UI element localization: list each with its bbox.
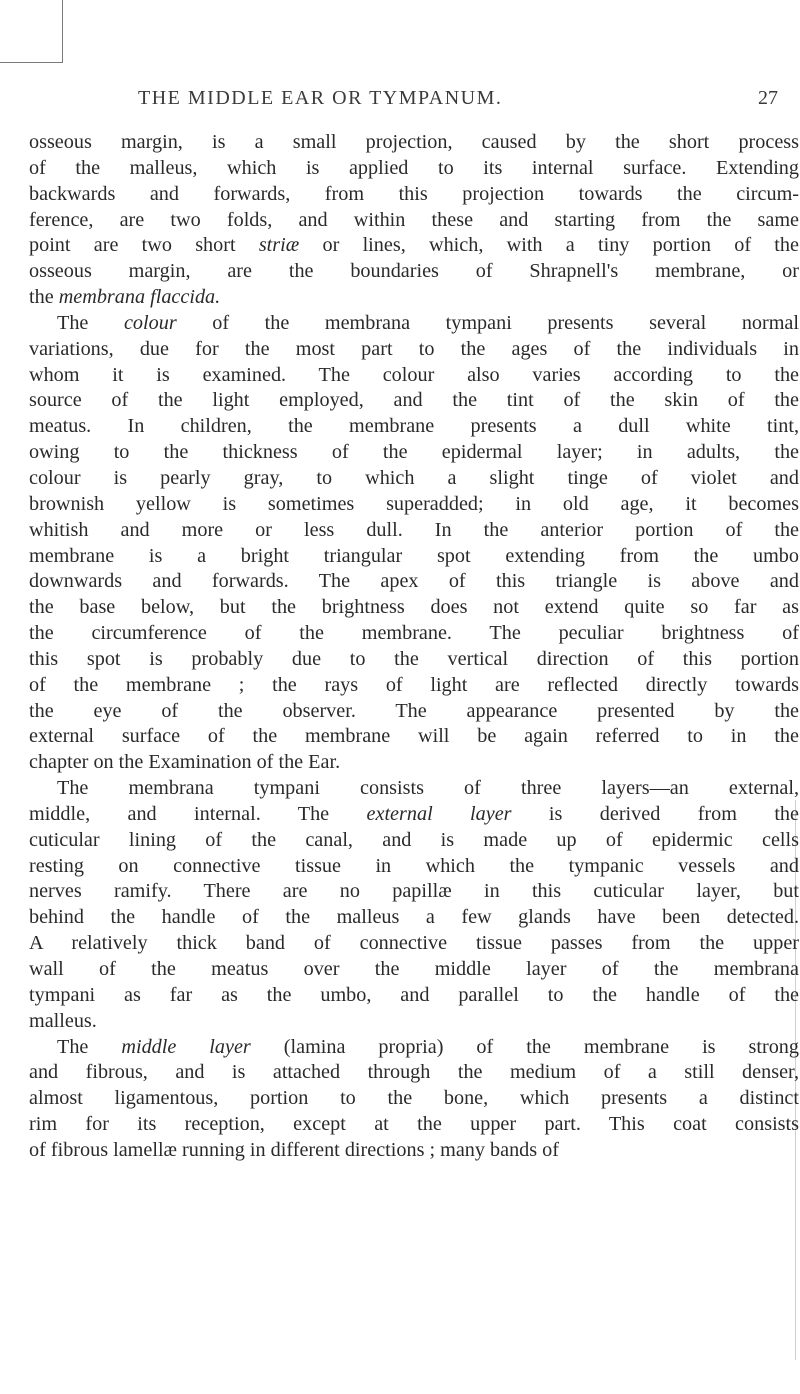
running-head — [138, 87, 778, 117]
text-run: and fibrous, and is attached through the medium of a still denser, — [29, 1061, 799, 1084]
text-run: of the membrana tympani presents several normal — [176, 311, 799, 334]
text-line — [29, 647, 799, 673]
page-number: 27 — [758, 87, 778, 109]
text-line — [29, 311, 799, 337]
text-line — [29, 492, 799, 518]
text-run: (lamina propria) of the membrane is strong — [250, 1035, 799, 1058]
text-line — [29, 673, 799, 699]
text-run: colour is pearly gray, to which a slight tinge of violet and — [29, 466, 799, 489]
text-run: of the malleus, which is applied to its internal surface. Extending — [29, 156, 799, 179]
text-line — [29, 750, 799, 776]
text-run: meatus. In children, the membrane presents a dull white tint, — [29, 415, 799, 438]
text-line — [29, 1035, 799, 1061]
text-run: membrane is a bright triangular spot extending from the umbo — [29, 544, 799, 567]
text-line — [29, 879, 799, 905]
text-run: A relatively thick band of connective tissue passes from the upper — [29, 932, 799, 955]
page-corner-edge — [0, 0, 63, 63]
text-run: the — [29, 286, 59, 309]
italic-term: membrana flaccida. — [58, 286, 221, 309]
text-run: almost ligamentous, portion to the bone, which presents a distinct — [29, 1087, 799, 1110]
text-run: nerves ramify. There are no papillæ in this cuticular layer, but — [29, 880, 799, 903]
text-run: point are two short — [29, 234, 259, 257]
text-run: the eye of the observer. The appearance presented by the — [29, 699, 799, 722]
text-run: of fibrous lamellæ running in different directions ; many bands of — [29, 1138, 560, 1161]
text-run: is derived from the — [511, 802, 799, 825]
paragraph — [29, 311, 799, 776]
text-line — [29, 957, 799, 983]
text-run: external surface of the membrane will be again referred to in the — [29, 725, 799, 748]
text-line — [29, 259, 799, 285]
text-line — [29, 156, 799, 182]
text-line — [29, 285, 799, 311]
text-run: source of the light employed, and the tint of the skin of the — [29, 389, 799, 412]
text-line — [29, 828, 799, 854]
text-run: whitish and more or less dull. In the anterior portion of the — [29, 518, 799, 541]
text-run: tympani as far as the umbo, and parallel to the handle of the — [29, 983, 799, 1006]
text-run: rim for its reception, except at the upper part. This coat consists — [29, 1113, 799, 1136]
text-line — [29, 1086, 799, 1112]
text-run: middle, and internal. The — [29, 802, 367, 825]
text-line — [29, 983, 799, 1009]
text-line — [29, 363, 799, 389]
text-run: or lines, which, with a tiny portion of the — [299, 234, 799, 257]
text-line — [29, 905, 799, 931]
text-line — [29, 518, 799, 544]
text-run: osseous margin, is a small projection, caused by the short process — [29, 131, 799, 153]
text-line — [29, 569, 799, 595]
paragraph — [29, 1035, 799, 1164]
italic-term: colour — [123, 311, 177, 334]
text-run: downwards and forwards. The apex of this triangle is above and — [29, 570, 799, 593]
text-run: resting on connective tissue in which the tympanic vessels and — [29, 854, 799, 877]
text-line — [29, 1009, 799, 1035]
text-run: behind the handle of the malleus a few glands have been detected. — [29, 906, 799, 929]
text-line — [29, 931, 799, 957]
text-run: ference, are two folds, and within these and starting from the same — [29, 208, 799, 231]
text-line — [29, 233, 799, 259]
text-run: The — [57, 1035, 122, 1058]
text-line — [29, 595, 799, 621]
text-run: this spot is probably due to the vertical direction of this portion — [29, 647, 799, 670]
text-run: chapter on the Examination of the Ear. — [29, 751, 341, 774]
running-head-title: THE MIDDLE EAR OR TYMPANUM. — [138, 87, 503, 109]
italic-term: external layer — [366, 802, 512, 825]
text-line — [29, 544, 799, 570]
text-run: backwards and forwards, from this projection towards the circum- — [29, 182, 799, 205]
text-line — [29, 182, 799, 208]
text-line — [29, 802, 799, 828]
text-line — [29, 621, 799, 647]
text-run: cuticular lining of the canal, and is made up of epidermic cells — [29, 828, 799, 851]
text-line — [29, 724, 799, 750]
text-line — [29, 414, 799, 440]
paragraph — [29, 130, 799, 311]
text-run: The — [57, 311, 124, 334]
text-run: brownish yellow is sometimes superadded; in old age, it becomes — [29, 492, 799, 515]
text-line — [29, 699, 799, 725]
text-line — [29, 466, 799, 492]
text-line — [29, 776, 799, 802]
paragraph — [29, 776, 799, 1034]
text-line — [29, 130, 799, 156]
text-run: The membrana tympani consists of three layers—an external, — [57, 777, 799, 800]
body-text — [29, 130, 799, 1164]
italic-term: striæ — [258, 234, 300, 257]
text-line — [29, 337, 799, 363]
text-run: the base below, but the brightness does not extend quite so far as — [29, 596, 799, 619]
text-line — [29, 388, 799, 414]
italic-term: middle layer — [121, 1035, 251, 1058]
text-line — [29, 1060, 799, 1086]
text-run: of the membrane ; the rays of light are reflected directly towards — [29, 673, 799, 696]
text-line — [29, 440, 799, 466]
text-run: variations, due for the most part to the ages of the individuals in — [29, 337, 799, 360]
text-line — [29, 854, 799, 880]
text-line — [29, 1138, 799, 1164]
text-line — [29, 208, 799, 234]
text-run: malleus. — [29, 1009, 97, 1032]
text-run: wall of the meatus over the middle layer of the membrana — [29, 958, 799, 980]
text-run: owing to the thickness of the epidermal layer; in adults, the — [29, 441, 799, 464]
text-line — [29, 1112, 799, 1138]
text-run: whom it is examined. The colour also varies according to the — [29, 363, 799, 386]
text-run: osseous margin, are the boundaries of Shrapnell's membrane, or — [29, 260, 799, 283]
text-run: the circumference of the membrane. The peculiar brightness of — [29, 622, 799, 645]
